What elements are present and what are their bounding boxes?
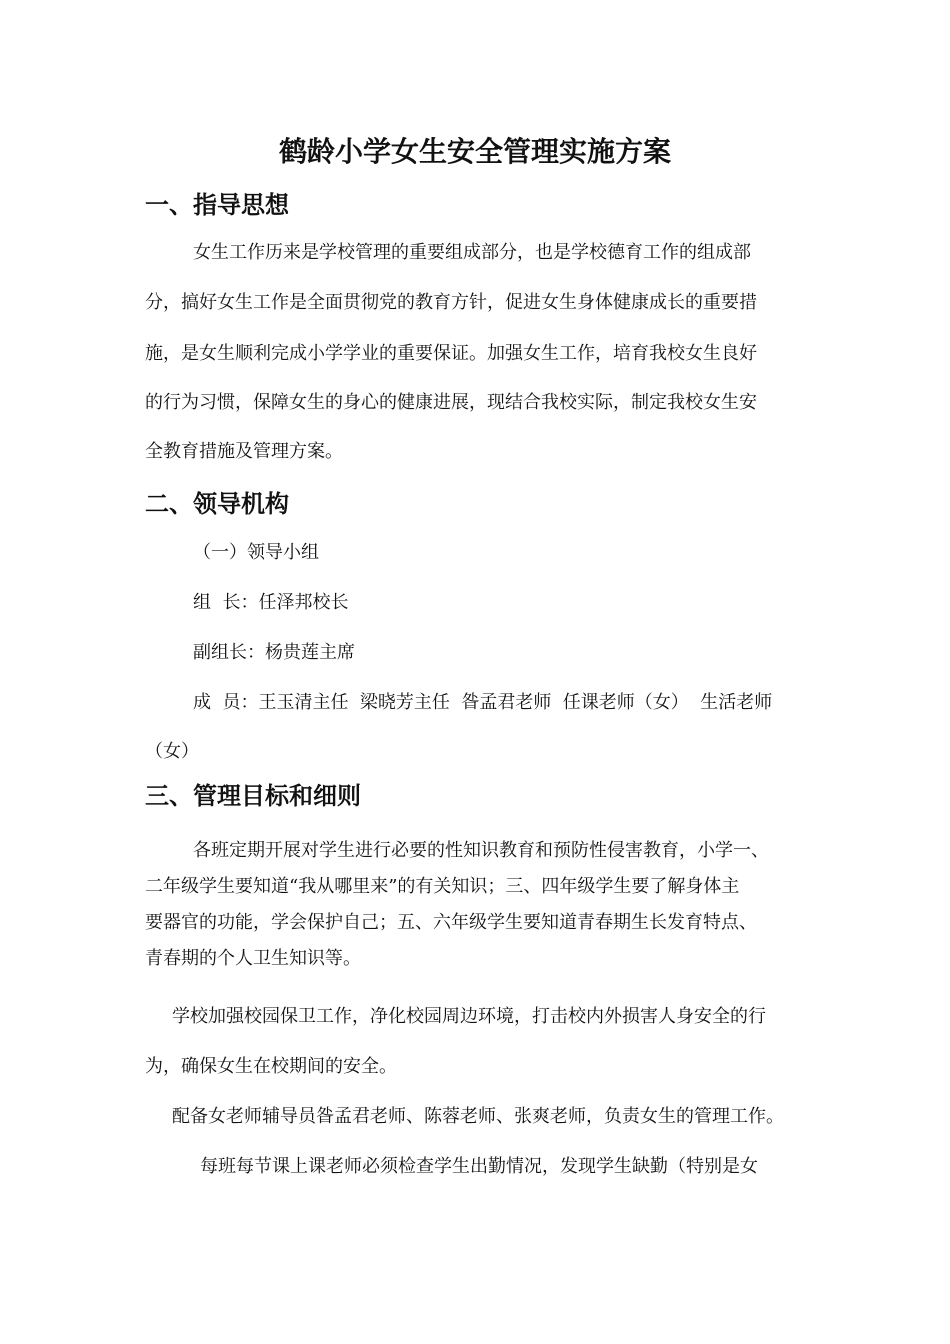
member-line: 副组长：杨贵莲主席: [193, 642, 355, 663]
paragraph-line: 女生工作历来是学校管理的重要组成部分，也是学校德育工作的组成部: [193, 242, 751, 263]
member-line: （女）: [145, 741, 199, 762]
paragraph-line: 青春期的个人卫生知识等。: [145, 948, 361, 969]
member-line: 组 长：任泽邦校长: [193, 592, 349, 613]
paragraph-line: 施，是女生顺利完成小学学业的重要保证。加强女生工作，培育我校女生良好: [145, 343, 757, 364]
paragraph-line: 全教育措施及管理方案。: [145, 441, 343, 462]
paragraph-line: 配备女老师辅导员昝孟君老师、陈蓉老师、张爽老师，负责女生的管理工作。: [172, 1106, 784, 1127]
paragraph-line: 要器官的功能，学会保护自己；五、六年级学生要知道青春期生长发育特点、: [145, 912, 757, 933]
section-heading-leadership: 二、领导机构: [145, 489, 289, 518]
paragraph-line: 的行为习惯，保障女生的身心的健康进展，现结合我校实际，制定我校女生安: [145, 392, 757, 413]
paragraph-line: 每班每节课上课老师必须检查学生出勤情况，发现学生缺勤（特别是女: [200, 1156, 758, 1177]
section-heading-guiding-ideology: 一、指导思想: [145, 190, 289, 219]
document-title: 鹤龄小学女生安全管理实施方案: [278, 135, 671, 168]
paragraph-line: 分，搞好女生工作是全面贯彻党的教育方针，促进女生身体健康成长的重要措: [145, 292, 757, 313]
member-line: 成 员：王玉清主任 梁晓芳主任 昝孟君老师 任课老师（女） 生活老师: [193, 692, 773, 713]
paragraph-line: 学校加强校园保卫工作，净化校园周边环境，打击校内外损害人身安全的行: [172, 1006, 766, 1027]
section-heading-management-goals: 三、管理目标和细则: [145, 781, 361, 810]
subheading-leading-group: （一）领导小组: [193, 542, 319, 563]
paragraph-line: 各班定期开展对学生进行必要的性知识教育和预防性侵害教育，小学一、: [193, 840, 769, 861]
paragraph-line: 为，确保女生在校期间的安全。: [145, 1056, 397, 1077]
paragraph-line: 二年级学生要知道“我从哪里来”的有关知识；三、四年级学生要了解身体主: [145, 876, 740, 897]
